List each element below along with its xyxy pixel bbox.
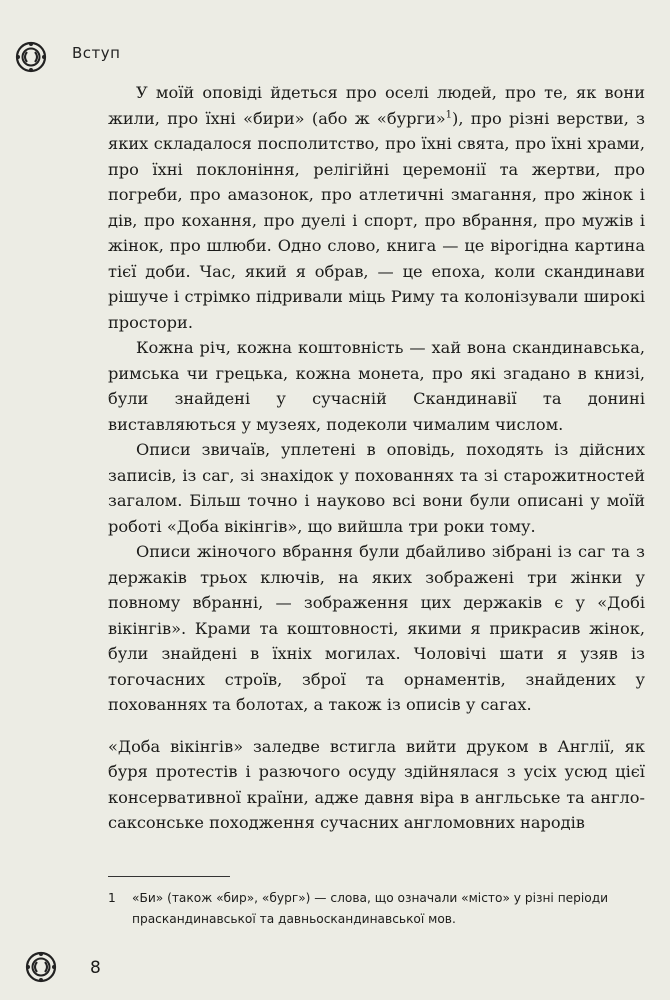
footnote-divider [108, 876, 230, 877]
paragraph-2: Кожна річ, кожна коштовність — хай вона скандинавська, римська чи грецька, кожна монета, про які згадано в книзі, були знайдені у сучасній Скандинавії та донині виставляються у музеях, подеколи чималим числом. [108, 338, 645, 434]
rune-circle-icon [24, 950, 58, 984]
page-number: 8 [90, 958, 101, 978]
running-header-title: Вступ [72, 44, 121, 62]
paragraph-5: «Доба вікінгів» заледве встигла вийти друком в Англії, як буря протестів і разючого осуду здійнялася з усіх усюд цієї консервативної країни, адже давня віра в англьське та англо-саксонське походження сучасних англомовних народів [108, 736, 645, 832]
rune-circle-icon [14, 40, 48, 74]
main-text [108, 80, 645, 836]
footnote [108, 888, 645, 930]
paragraph-4: Описи жіночого вбрання були дбайливо зібрані із саг та з держаків трьох ключів, на яких зображені три жінки у повному вбранні, — зображення цих держаків є у «Добі вікінгів». Крами та коштовності, якими я прикрасив жінок, були знайдені в їхніх могилах. Чоловічі шати я узяв із тогочасних строїв, зброї та орнаментів, знайдених у похованнях та болотах, а також із описів у сагах. [108, 542, 645, 714]
footnote-text: «Би» (також «бир», «бург») — слова, що означали «місто» у різні періоди праскандинавської та давньоскандинавської мов. [132, 891, 609, 926]
paragraph-1: У моїй оповіді йдеться про оселі людей, про те, як вони жили, про їхні «бири» (або ж «бурги»$^1$), про різні верстви, з яких складалося посполитство, про їхні свята, про їхні храми, про їхні поклоніння, релігійні церемонії та жертви, про погреби, про амазонок, про атлетичні змагання, про жінок і дів, про кохання, про дуелі і спорт, про вбрання, про мужів і жінок, про шлюби. Одно слово, книга — це вірогідна картина тієї доби. Час, який я обрав, — це епоха, коли скандинави рішуче і стрімко підривали міць Риму та колонізували широкі простори. [108, 83, 645, 332]
footnote-reference[interactable]: 1 [445, 109, 453, 121]
paragraph-3: Описи звичаїв, уплетені в оповідь, походять із дійсних записів, із саг, зі знахідок у похованнях та зі старожитностей загалом. Більш точно і науково всі вони були описані у моїй роботі «Доба вікінгів», що вийшла три роки тому. [108, 440, 645, 536]
footnote-number: 1 [108, 891, 116, 905]
